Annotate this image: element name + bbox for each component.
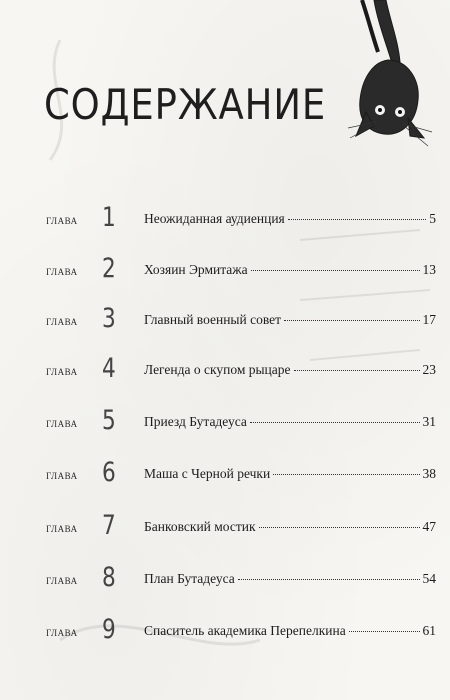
chapter-number: 5 — [102, 405, 116, 436]
chapter-word: глава — [46, 573, 78, 587]
chapter-word: глава — [46, 521, 78, 535]
page-number: 54 — [422, 571, 436, 586]
chapter-number: 1 — [102, 202, 116, 233]
dot-leader — [238, 579, 420, 580]
chapter-word: глава — [46, 314, 78, 328]
page-number: 17 — [422, 312, 436, 327]
chapter-line — [144, 466, 436, 487]
dot-leader — [259, 527, 420, 528]
page-number: 38 — [422, 466, 436, 481]
toc-entry[interactable] — [46, 299, 436, 333]
dot-leader — [251, 270, 420, 271]
chapter-line — [144, 211, 436, 232]
page-number: 23 — [422, 362, 436, 377]
chapter-title: Главный военный совет — [144, 312, 282, 327]
chapter-number: 8 — [102, 562, 116, 593]
chapter-number: 6 — [102, 457, 116, 488]
dot-leader — [349, 631, 420, 632]
chapter-word: глава — [46, 264, 78, 278]
chapter-number: 4 — [102, 353, 116, 384]
chapter-number: 2 — [102, 253, 116, 284]
chapter-word: глава — [46, 625, 78, 639]
page-number: 47 — [422, 519, 436, 534]
page-number: 13 — [422, 262, 436, 277]
chapter-line — [144, 571, 436, 592]
dot-leader — [288, 219, 426, 220]
chapter-number: 9 — [102, 614, 116, 645]
chapter-line — [144, 262, 436, 283]
chapter-number: 3 — [102, 303, 116, 334]
dot-leader — [294, 370, 420, 371]
chapter-title: Хозяин Эрмитажа — [144, 262, 248, 277]
chapter-word: глава — [46, 364, 78, 378]
chapter-title: Спаситель академика Перепелкина — [144, 623, 346, 638]
page-title: СОДЕРЖАНИЕ — [44, 80, 327, 129]
chapter-number: 7 — [102, 510, 116, 541]
chapter-title: План Бутадеуса — [144, 571, 235, 586]
toc-entry[interactable] — [46, 506, 436, 540]
page-number: 61 — [422, 623, 436, 638]
chapter-title: Приезд Бутадеуса — [144, 414, 247, 429]
toc-entry[interactable] — [46, 249, 436, 283]
hanging-cat-illustration — [328, 0, 438, 160]
chapter-word: глава — [46, 468, 78, 482]
dot-leader — [273, 474, 419, 475]
chapter-line — [144, 414, 436, 435]
chapter-title: Маша с Черной речки — [144, 466, 271, 481]
chapter-line — [144, 623, 436, 644]
toc-entry[interactable] — [46, 558, 436, 592]
dot-leader — [250, 422, 420, 423]
chapter-word: глава — [46, 213, 78, 227]
toc-entry[interactable] — [46, 349, 436, 383]
page-number: 5 — [429, 211, 436, 226]
chapter-title: Легенда о скупом рыцаре — [144, 362, 291, 377]
chapter-line — [144, 312, 436, 333]
toc-entry[interactable] — [46, 401, 436, 435]
chapter-title: Банковский мостик — [144, 519, 256, 534]
dot-leader — [284, 320, 419, 321]
toc-entry[interactable] — [46, 198, 436, 232]
chapter-line — [144, 519, 436, 540]
chapter-word: глава — [46, 416, 78, 430]
toc-entry[interactable] — [46, 610, 436, 644]
page-number: 31 — [422, 414, 436, 429]
chapter-line — [144, 362, 436, 383]
toc-entry[interactable] — [46, 453, 436, 487]
chapter-title: Неожиданная аудиенция — [144, 211, 285, 226]
